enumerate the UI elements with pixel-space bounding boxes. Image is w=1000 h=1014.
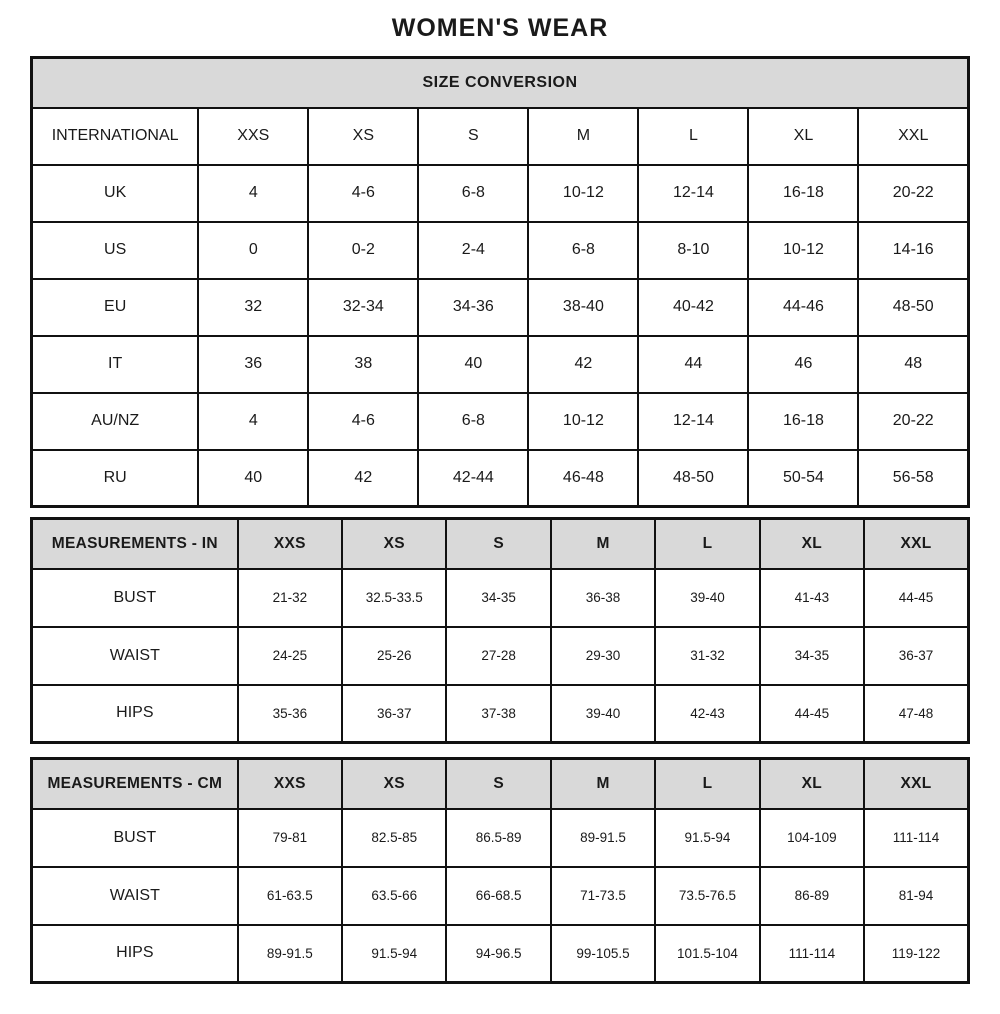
data-cell: 14-16 (858, 222, 968, 279)
data-cell: 10-12 (748, 222, 858, 279)
data-cell: 86.5-89 (446, 809, 550, 867)
data-cell: 6-8 (528, 222, 638, 279)
data-cell: 63.5-66 (342, 867, 446, 925)
data-cell: 119-122 (864, 925, 968, 983)
data-cell: 34-35 (446, 569, 550, 627)
data-cell: 32.5-33.5 (342, 569, 446, 627)
data-cell: 4 (198, 165, 308, 222)
column-header-size: XXL (858, 108, 968, 165)
data-cell: 31-32 (655, 627, 759, 685)
data-cell: 82.5-85 (342, 809, 446, 867)
data-cell: 35-36 (238, 685, 342, 743)
row-label: WAIST (32, 627, 238, 685)
data-cell: 24-25 (238, 627, 342, 685)
data-cell: 91.5-94 (342, 925, 446, 983)
row-label: RU (32, 450, 199, 507)
data-cell: 91.5-94 (655, 809, 759, 867)
column-header-size: S (418, 108, 528, 165)
data-cell: 6-8 (418, 393, 528, 450)
column-header-size: XL (748, 108, 858, 165)
data-cell: 89-91.5 (551, 809, 655, 867)
data-cell: 40 (418, 336, 528, 393)
data-cell: 37-38 (446, 685, 550, 743)
column-header-size: L (655, 759, 759, 809)
data-cell: 39-40 (655, 569, 759, 627)
data-cell: 42-43 (655, 685, 759, 743)
data-cell: 73.5-76.5 (655, 867, 759, 925)
table-row (32, 627, 969, 685)
data-cell: 16-18 (748, 393, 858, 450)
data-cell: 34-35 (760, 627, 864, 685)
data-cell: 44-46 (748, 279, 858, 336)
row-label: BUST (32, 569, 238, 627)
data-cell: 61-63.5 (238, 867, 342, 925)
row-label: HIPS (32, 925, 238, 983)
data-cell: 21-32 (238, 569, 342, 627)
data-cell: 42-44 (418, 450, 528, 507)
data-cell: 32 (198, 279, 308, 336)
data-cell: 29-30 (551, 627, 655, 685)
data-cell: 38 (308, 336, 418, 393)
table-row (32, 867, 969, 925)
column-header-size: XL (760, 519, 864, 569)
data-cell: 101.5-104 (655, 925, 759, 983)
data-cell: 41-43 (760, 569, 864, 627)
size-conversion-table (30, 56, 970, 508)
column-header-size: XS (342, 759, 446, 809)
table-row (32, 222, 969, 279)
table-row (32, 925, 969, 983)
data-cell: 32-34 (308, 279, 418, 336)
table-row (32, 393, 969, 450)
data-cell: 42 (308, 450, 418, 507)
column-header-size: XXS (198, 108, 308, 165)
data-cell: 10-12 (528, 165, 638, 222)
data-cell: 12-14 (638, 165, 748, 222)
data-cell: 42 (528, 336, 638, 393)
data-cell: 36-37 (342, 685, 446, 743)
data-cell: 79-81 (238, 809, 342, 867)
row-label: WAIST (32, 867, 238, 925)
data-cell: 111-114 (864, 809, 968, 867)
column-header-size: XXS (238, 519, 342, 569)
column-header-size: M (551, 519, 655, 569)
data-cell: 40-42 (638, 279, 748, 336)
data-cell: 66-68.5 (446, 867, 550, 925)
data-cell: 20-22 (858, 393, 968, 450)
data-cell: 48 (858, 336, 968, 393)
data-cell: 38-40 (528, 279, 638, 336)
table-row (32, 685, 969, 743)
column-header-label: INTERNATIONAL (32, 108, 199, 165)
data-cell: 39-40 (551, 685, 655, 743)
data-cell: 44-45 (864, 569, 968, 627)
table-row (32, 336, 969, 393)
column-header-size: XXS (238, 759, 342, 809)
column-header-size: L (655, 519, 759, 569)
measurements-cm-table (30, 757, 970, 984)
data-cell: 50-54 (748, 450, 858, 507)
data-cell: 56-58 (858, 450, 968, 507)
column-header-size: XXL (864, 759, 968, 809)
column-header-size: S (446, 759, 550, 809)
data-cell: 6-8 (418, 165, 528, 222)
table-row (32, 569, 969, 627)
data-cell: 44 (638, 336, 748, 393)
column-header-size: XS (342, 519, 446, 569)
row-label: IT (32, 336, 199, 393)
data-cell: 4-6 (308, 393, 418, 450)
data-cell: 71-73.5 (551, 867, 655, 925)
data-cell: 27-28 (446, 627, 550, 685)
column-header-size: XS (308, 108, 418, 165)
data-cell: 46-48 (528, 450, 638, 507)
column-header-size: XL (760, 759, 864, 809)
data-cell: 48-50 (638, 450, 748, 507)
row-label: UK (32, 165, 199, 222)
measurements-in-table (30, 517, 970, 744)
data-cell: 94-96.5 (446, 925, 550, 983)
data-cell: 0 (198, 222, 308, 279)
data-cell: 99-105.5 (551, 925, 655, 983)
data-cell: 81-94 (864, 867, 968, 925)
column-header-label: MEASUREMENTS - CM (32, 759, 238, 809)
page-title: WOMEN'S WEAR (391, 14, 609, 42)
data-cell: 89-91.5 (238, 925, 342, 983)
data-cell: 86-89 (760, 867, 864, 925)
data-cell: 36-38 (551, 569, 655, 627)
table-title: SIZE CONVERSION (32, 58, 969, 108)
column-header-size: M (528, 108, 638, 165)
table-row (32, 279, 969, 336)
data-cell: 104-109 (760, 809, 864, 867)
data-cell: 4 (198, 393, 308, 450)
data-cell: 34-36 (418, 279, 528, 336)
data-cell: 4-6 (308, 165, 418, 222)
table-row (32, 450, 969, 507)
column-header-size: S (446, 519, 550, 569)
data-cell: 36 (198, 336, 308, 393)
column-header-label: MEASUREMENTS - IN (32, 519, 238, 569)
size-chart-page (0, 14, 1000, 984)
data-cell: 2-4 (418, 222, 528, 279)
column-header-size: XXL (864, 519, 968, 569)
table-row (32, 165, 969, 222)
row-label: EU (32, 279, 199, 336)
data-cell: 111-114 (760, 925, 864, 983)
data-cell: 16-18 (748, 165, 858, 222)
row-label: BUST (32, 809, 238, 867)
data-cell: 36-37 (864, 627, 968, 685)
data-cell: 10-12 (528, 393, 638, 450)
column-header-size: M (551, 759, 655, 809)
row-label: HIPS (32, 685, 238, 743)
data-cell: 40 (198, 450, 308, 507)
column-header-size: L (638, 108, 748, 165)
data-cell: 46 (748, 336, 858, 393)
table-row (32, 809, 969, 867)
row-label: AU/NZ (32, 393, 199, 450)
data-cell: 25-26 (342, 627, 446, 685)
data-cell: 12-14 (638, 393, 748, 450)
data-cell: 0-2 (308, 222, 418, 279)
data-cell: 48-50 (858, 279, 968, 336)
data-cell: 44-45 (760, 685, 864, 743)
data-cell: 20-22 (858, 165, 968, 222)
data-cell: 8-10 (638, 222, 748, 279)
data-cell: 47-48 (864, 685, 968, 743)
row-label: US (32, 222, 199, 279)
